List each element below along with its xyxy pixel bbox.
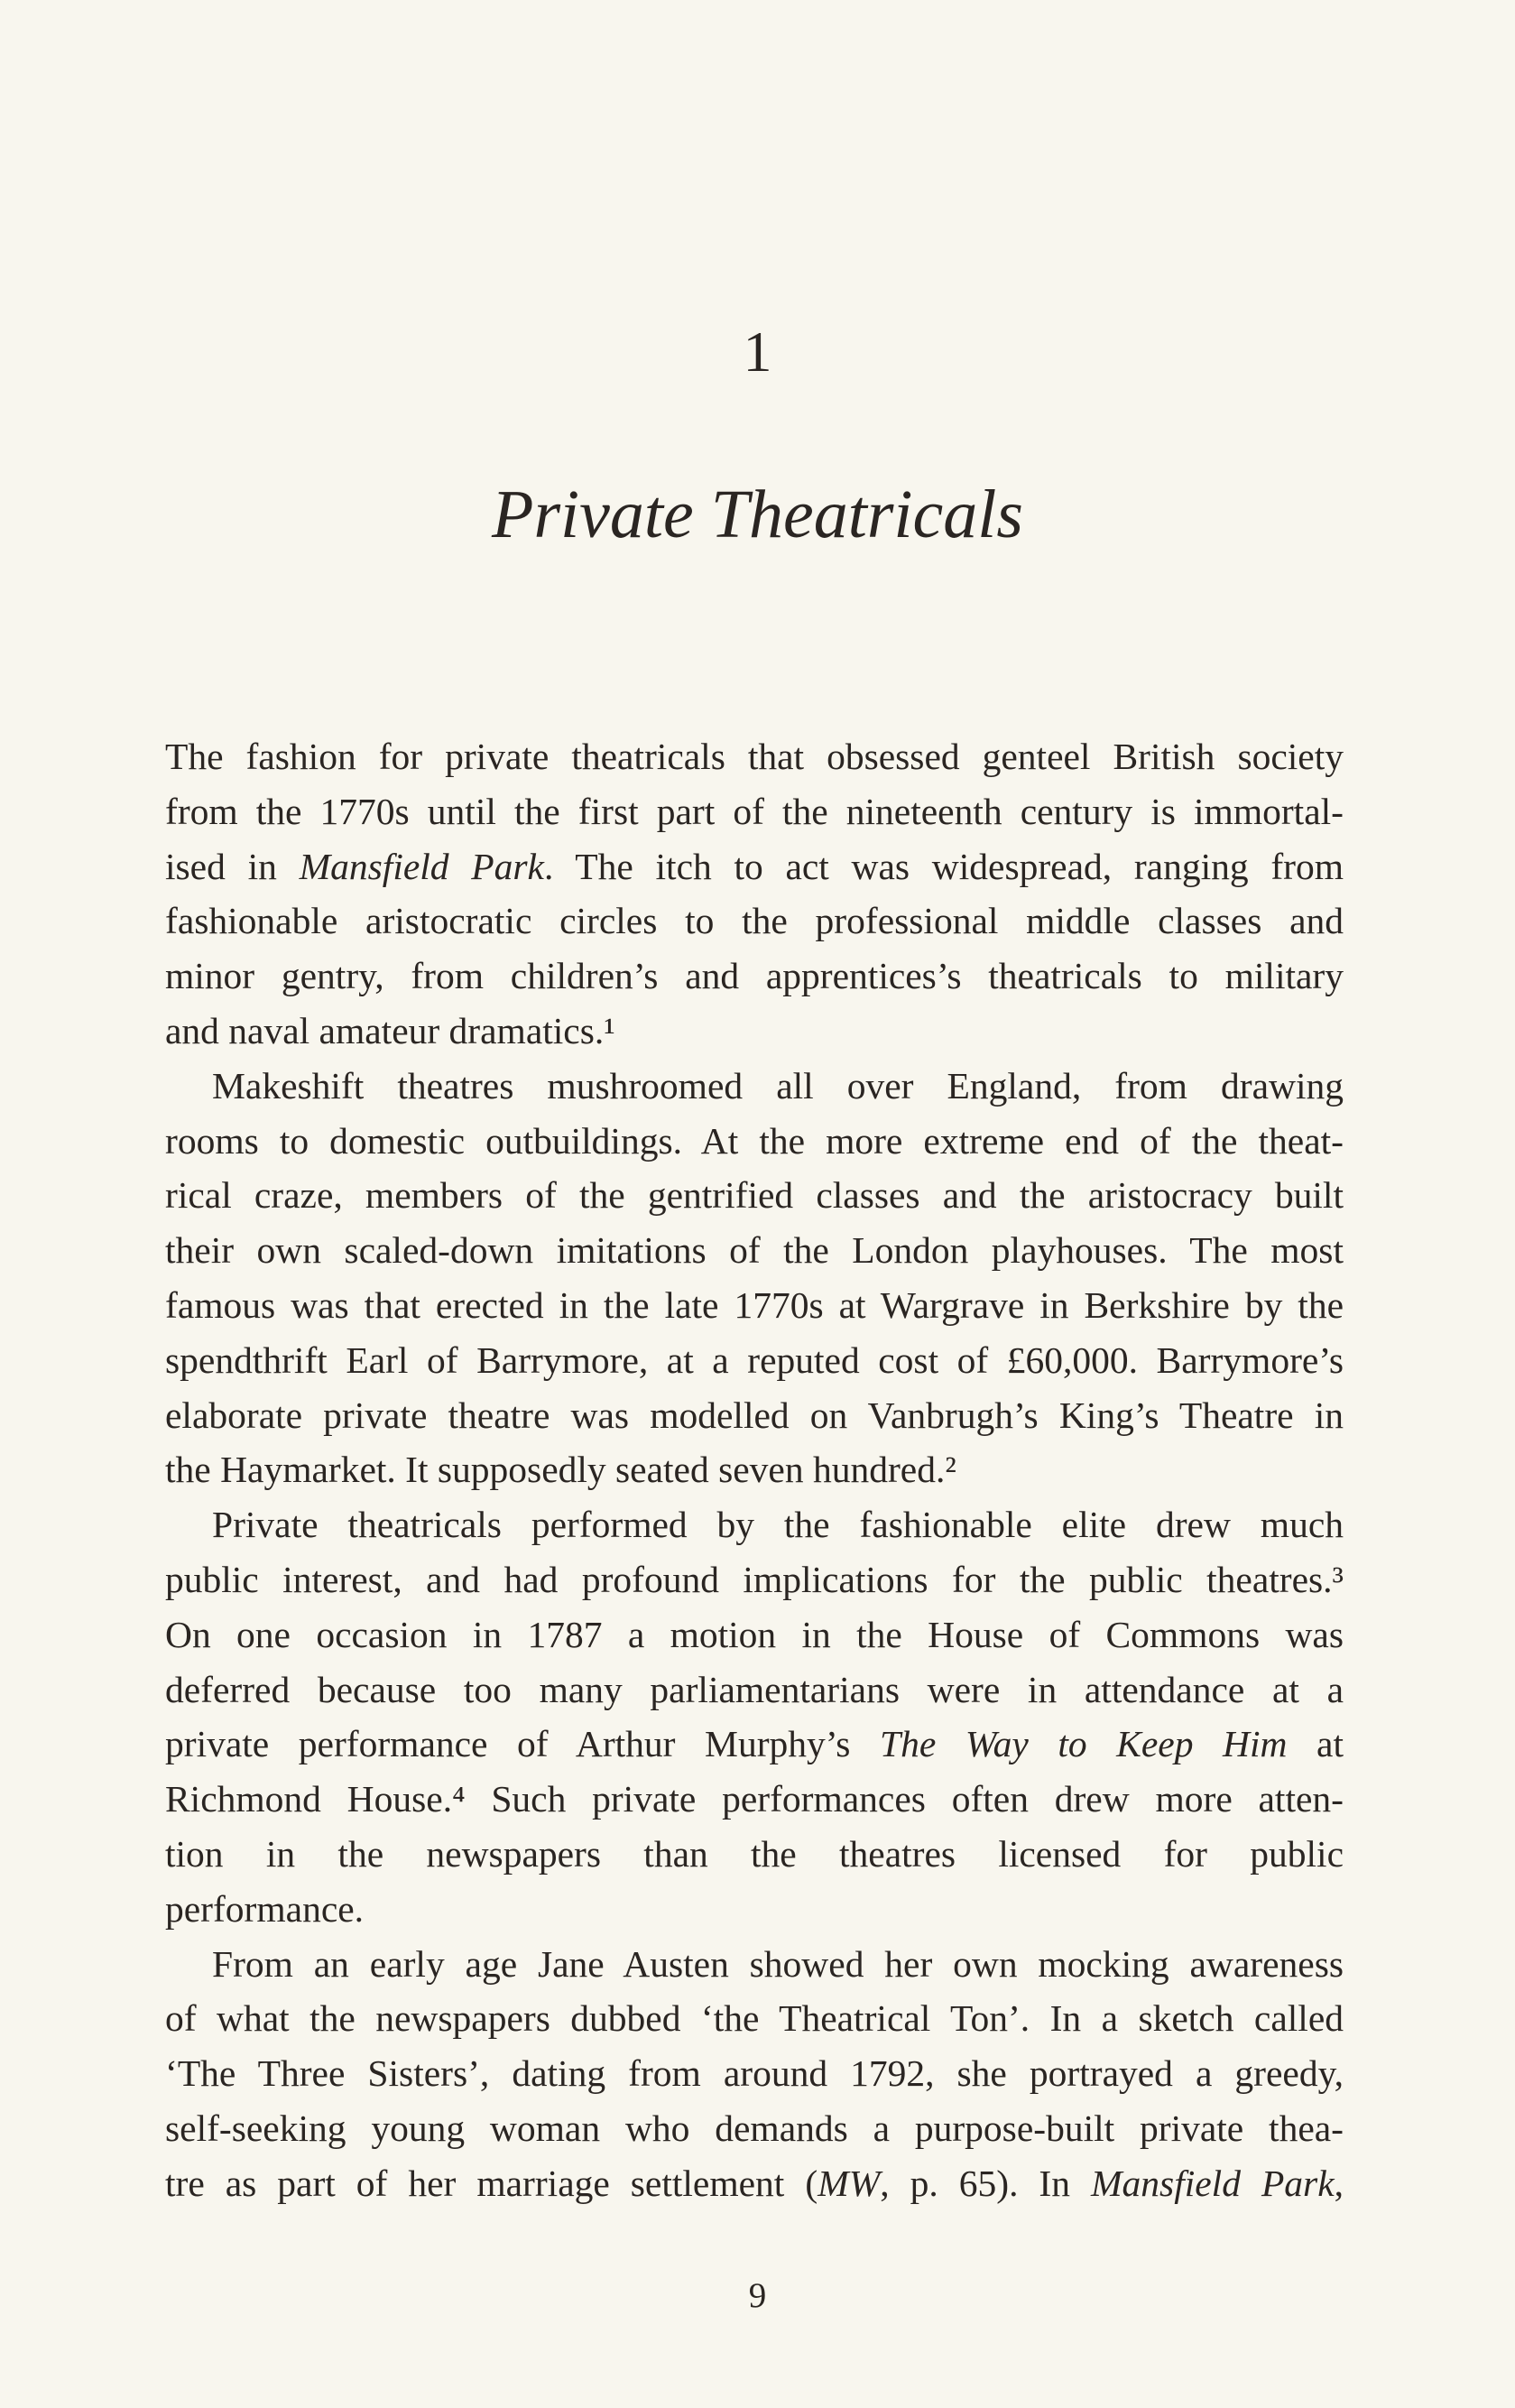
text-line: deferred because too many parliamentarians were in attendance at a — [165, 1668, 1344, 1710]
chapter-number: 1 — [743, 320, 772, 384]
chapter-title: Private Theatricals — [492, 477, 1023, 552]
body-text — [165, 729, 1344, 2211]
text-line: Richmond House.⁴ Such private performances often drew more atten- — [165, 1778, 1344, 1820]
text-line: rooms to domestic outbuildings. At the more extreme end of the theat- — [165, 1119, 1344, 1162]
text-line: The fashion for private theatricals that obsessed genteel British society — [165, 736, 1344, 777]
text-line: rical craze, members of the gentrified classes and the aristocracy built — [165, 1174, 1344, 1217]
text-line: tre as part of her marriage settlement (MW, p. 65). In Mansfield Park, — [165, 2162, 1344, 2204]
text-line: elaborate private theatre was modelled on Vanbrugh’s King’s Theatre in — [165, 1394, 1344, 1436]
text-line: from the 1770s until the first part of the nineteenth century is immortal- — [165, 790, 1344, 832]
text-line: minor gentry, from children’s and apprentices’s theatricals to military — [165, 955, 1344, 997]
text-line: fashionable aristocratic circles to the professional middle classes and — [165, 900, 1344, 942]
text-line: their own scaled-down imitations of the London playhouses. The most — [165, 1229, 1344, 1272]
text-line: of what the newspapers dubbed ‘the Theatrical Ton’. In a sketch called — [165, 1997, 1344, 2040]
text-line: famous was that erected in the late 1770s at Wargrave in Berkshire by the — [165, 1283, 1344, 1326]
text-line: ised in Mansfield Park. The itch to act was widespread, ranging from — [165, 845, 1344, 887]
text-line: the Haymarket. It supposedly seated seven hundred.² — [165, 1449, 956, 1491]
page-number: 9 — [748, 2276, 767, 2315]
text-line: Private theatricals performed by the fashionable elite drew much — [212, 1504, 1344, 1546]
text-line: tion in the newspapers than the theatres licensed for public — [165, 1832, 1344, 1875]
text-line: performance. — [165, 1887, 365, 1930]
text-line: and naval amateur dramatics.¹ — [165, 1009, 615, 1051]
text-line: From an early age Jane Austen showed her own mocking awareness — [212, 1942, 1344, 1985]
text-line: spendthrift Earl of Barrymore, at a reputed cost of £60,000. Barrymore’s — [165, 1338, 1344, 1381]
text-line: On one occasion in 1787 a motion in the House of Commons was — [165, 1613, 1344, 1655]
text-line: private performance of Arthur Murphy’s The Way to Keep Him at — [165, 1723, 1344, 1765]
text-line: public interest, and had profound implications for the public theatres.³ — [165, 1558, 1344, 1600]
text-line: Makeshift theatres mushroomed all over England, from drawing — [212, 1064, 1344, 1107]
text-line: self-seeking young woman who demands a purpose-built private thea- — [165, 2107, 1344, 2149]
text-line: ‘The Three Sisters’, dating from around 1792, she portrayed a greedy, — [165, 2052, 1344, 2095]
